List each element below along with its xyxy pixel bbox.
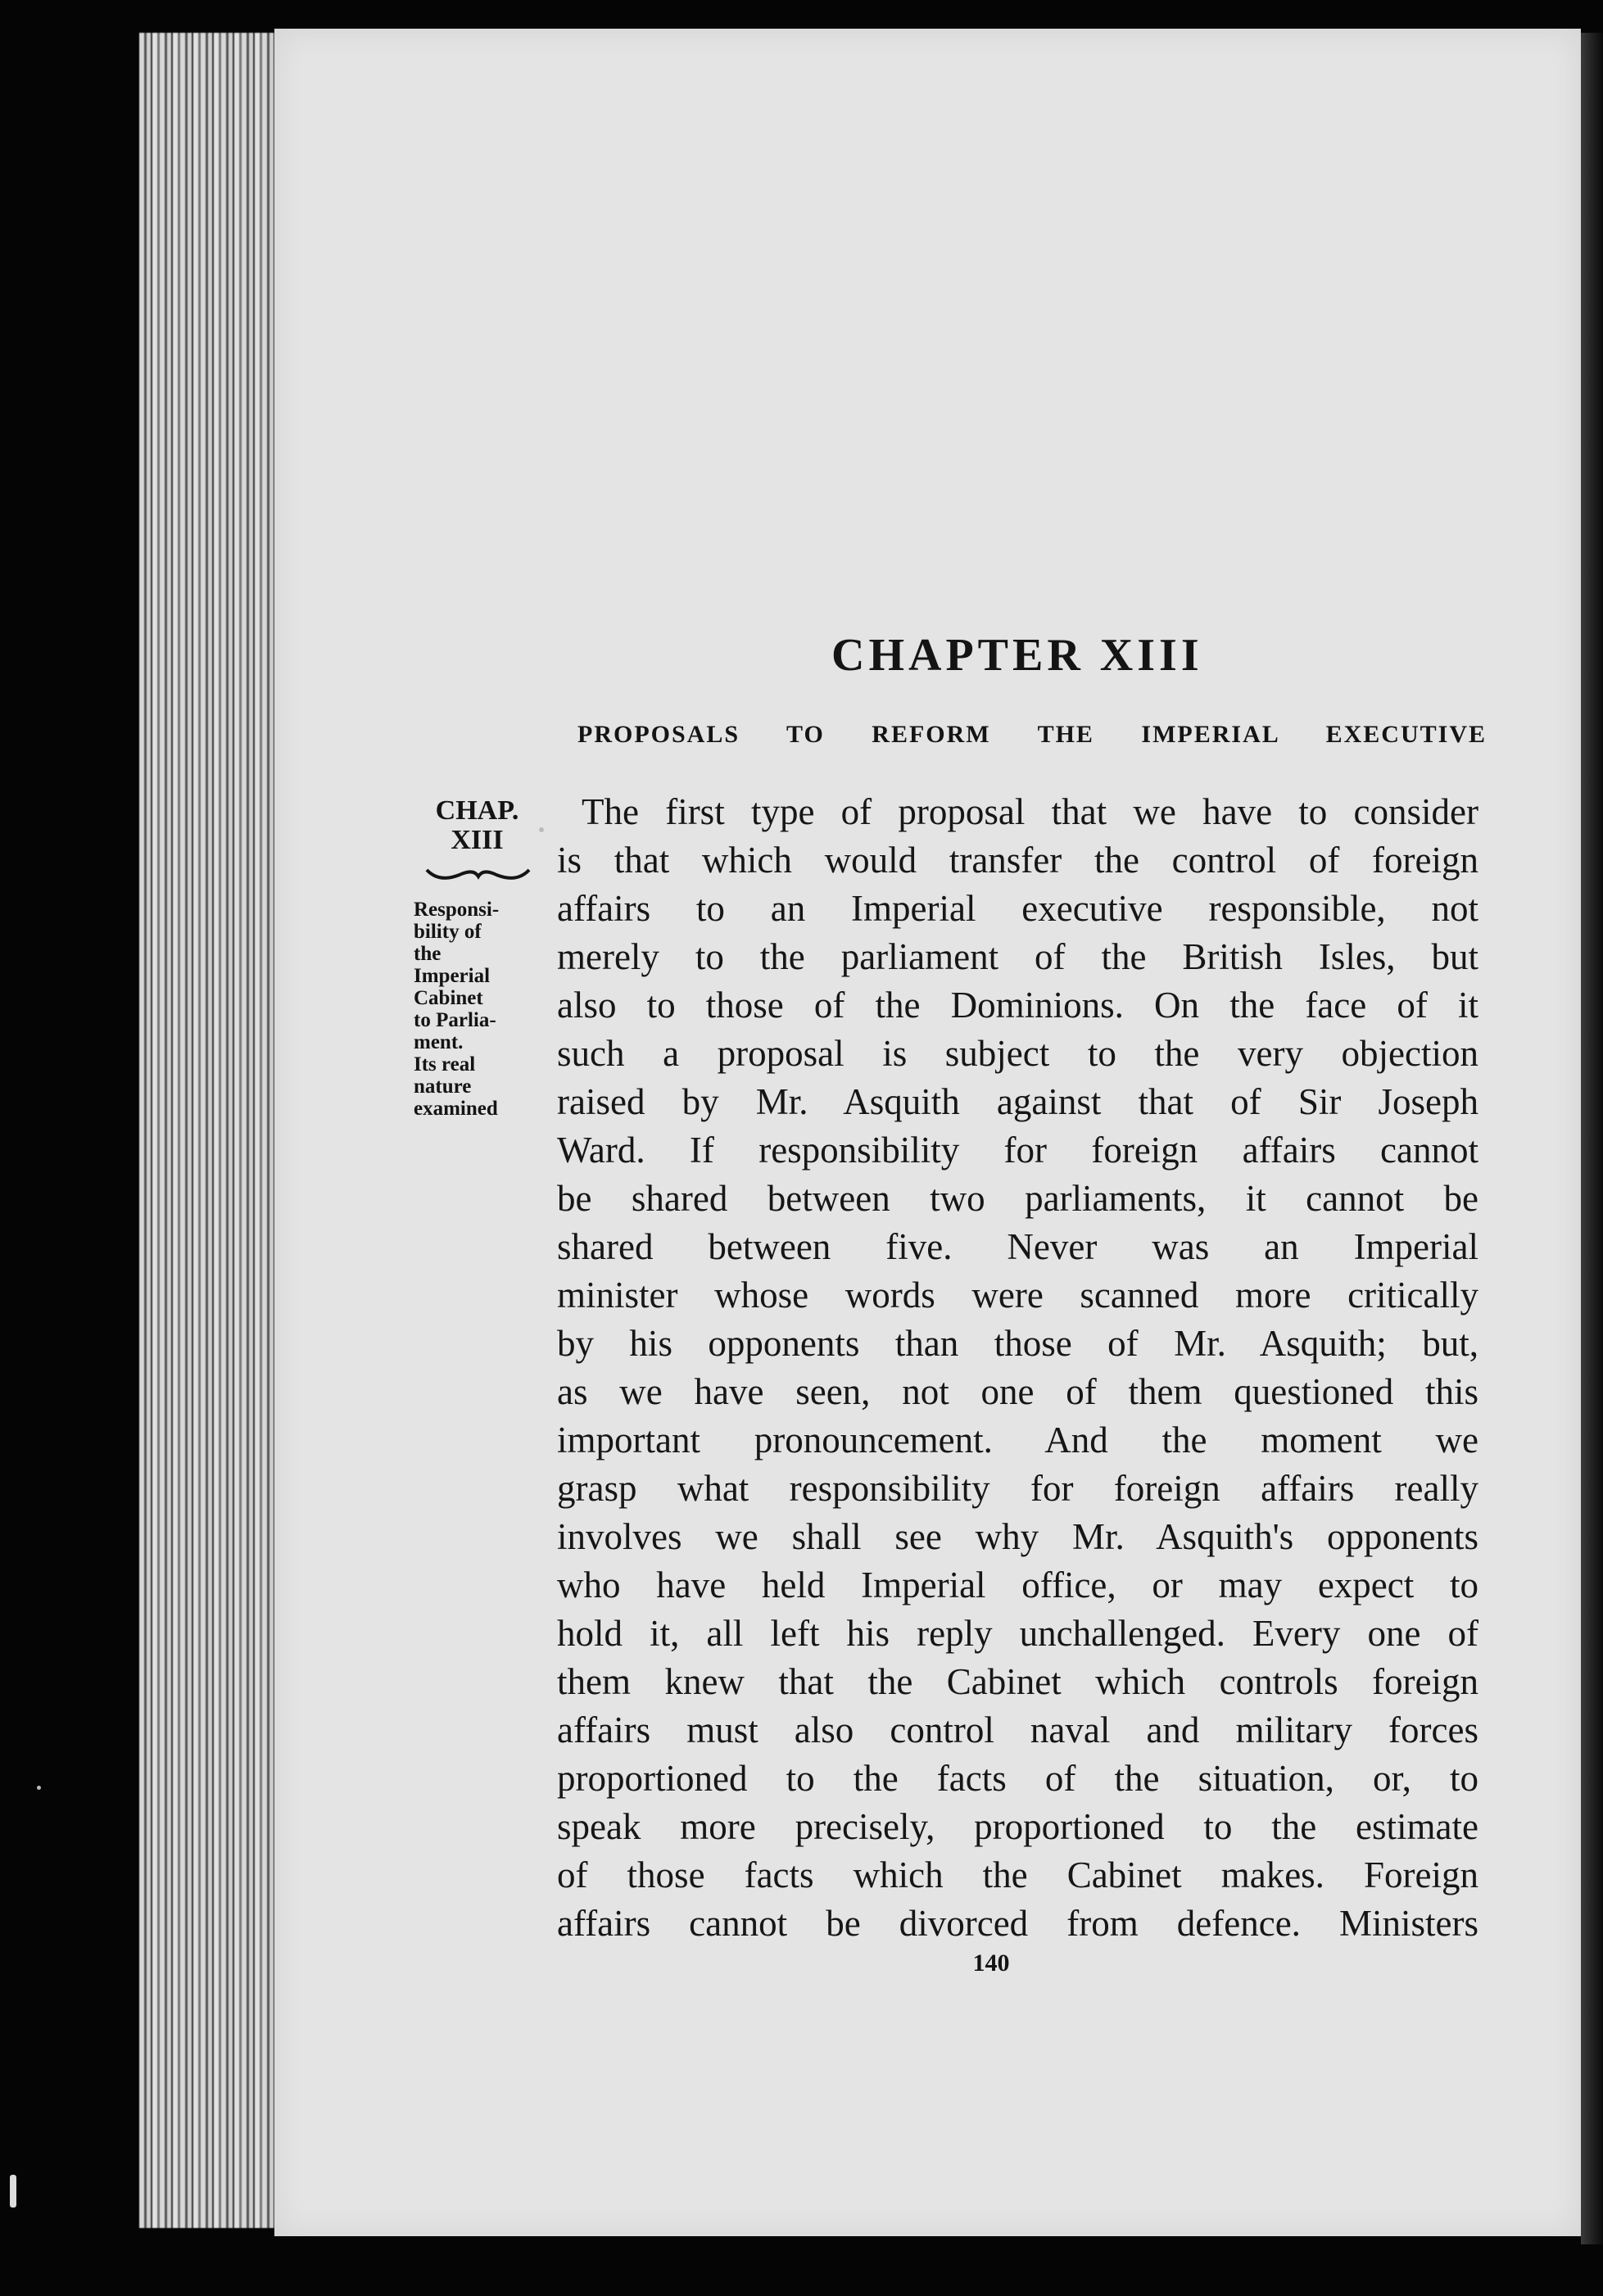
sidenote-line: Responsi-: [414, 899, 500, 921]
sidenote-line: Imperial: [414, 965, 491, 987]
sidenote-line: examined: [414, 1098, 498, 1120]
text-line: them knew that the Cabinet which controls foreign: [557, 1661, 1478, 1702]
text-line: important pronouncement. And the moment we: [557, 1420, 1478, 1460]
text-line: be shared between two parliaments, it cannot be: [557, 1178, 1478, 1219]
margin-sidenote: [414, 899, 545, 1120]
text-line: The first type of proposal that we have to consider: [582, 791, 1478, 832]
text-line: Ward. If responsibility for foreign affairs cannot: [557, 1130, 1478, 1171]
text-line: proportioned to the facts of the situation, or, to: [557, 1758, 1478, 1799]
scan-speck: [37, 1786, 41, 1790]
page-number: 140: [972, 1950, 1010, 1977]
text-line: minister whose words were scanned more critically: [557, 1275, 1478, 1316]
text-line: raised by Mr. Asquith against that of Sir Joseph: [557, 1081, 1478, 1122]
text-line: such a proposal is subject to the very objection: [557, 1033, 1478, 1074]
sidenote-line: ment.: [414, 1031, 464, 1053]
scan-speck: [539, 827, 544, 832]
chap-label: CHAP.: [435, 795, 519, 826]
text-line: as we have seen, not one of them questioned this: [557, 1371, 1478, 1412]
text-line: affairs must also control naval and military forces: [557, 1710, 1478, 1750]
sidenote-line: bility of: [414, 921, 482, 943]
text-line: involves we shall see why Mr. Asquith's opponents: [557, 1516, 1478, 1557]
chapter-title: CHAPTER XIII: [831, 630, 1203, 681]
text-line: affairs cannot be divorced from defence. Ministers: [557, 1903, 1478, 1944]
text-line: speak more precisely, proportioned to the estimate: [557, 1806, 1478, 1847]
flourish-ornament: [423, 860, 533, 885]
text-line: of those facts which the Cabinet makes. Foreign: [557, 1854, 1478, 1895]
sidenote-line: Its real: [414, 1053, 476, 1076]
page-binding-shadow: [1581, 33, 1603, 2244]
text-line: merely to the parliament of the British Isles, but: [557, 936, 1478, 977]
scan-artifact: [10, 2175, 16, 2208]
chapter-subtitle: PROPOSALS TO REFORM THE IMPERIAL EXECUTIVE: [577, 721, 1487, 748]
sidenote-line: to Parlia-: [414, 1009, 496, 1031]
sidenote-line: nature: [414, 1076, 472, 1098]
body-paragraph: [557, 788, 1478, 1948]
chap-number: XIII: [451, 825, 504, 855]
text-line: is that which would transfer the control of foreign: [557, 840, 1478, 881]
page-edge-stack: [139, 33, 283, 2228]
text-line: also to those of the Dominions. On the face of it: [557, 985, 1478, 1026]
margin-chapter-label: [422, 796, 532, 855]
text-line: shared between five. Never was an Imperial: [557, 1226, 1478, 1267]
text-line: affairs to an Imperial executive responsible, not: [557, 888, 1478, 929]
sidenote-line: Cabinet: [414, 987, 483, 1009]
sidenote-line: the: [414, 943, 442, 965]
text-line: hold it, all left his reply unchallenged. Every one of: [557, 1613, 1478, 1654]
text-line: grasp what responsibility for foreign affairs really: [557, 1468, 1478, 1509]
text-line: by his opponents than those of Mr. Asquith; but,: [557, 1323, 1478, 1364]
text-line: who have held Imperial office, or may expect to: [557, 1565, 1478, 1605]
